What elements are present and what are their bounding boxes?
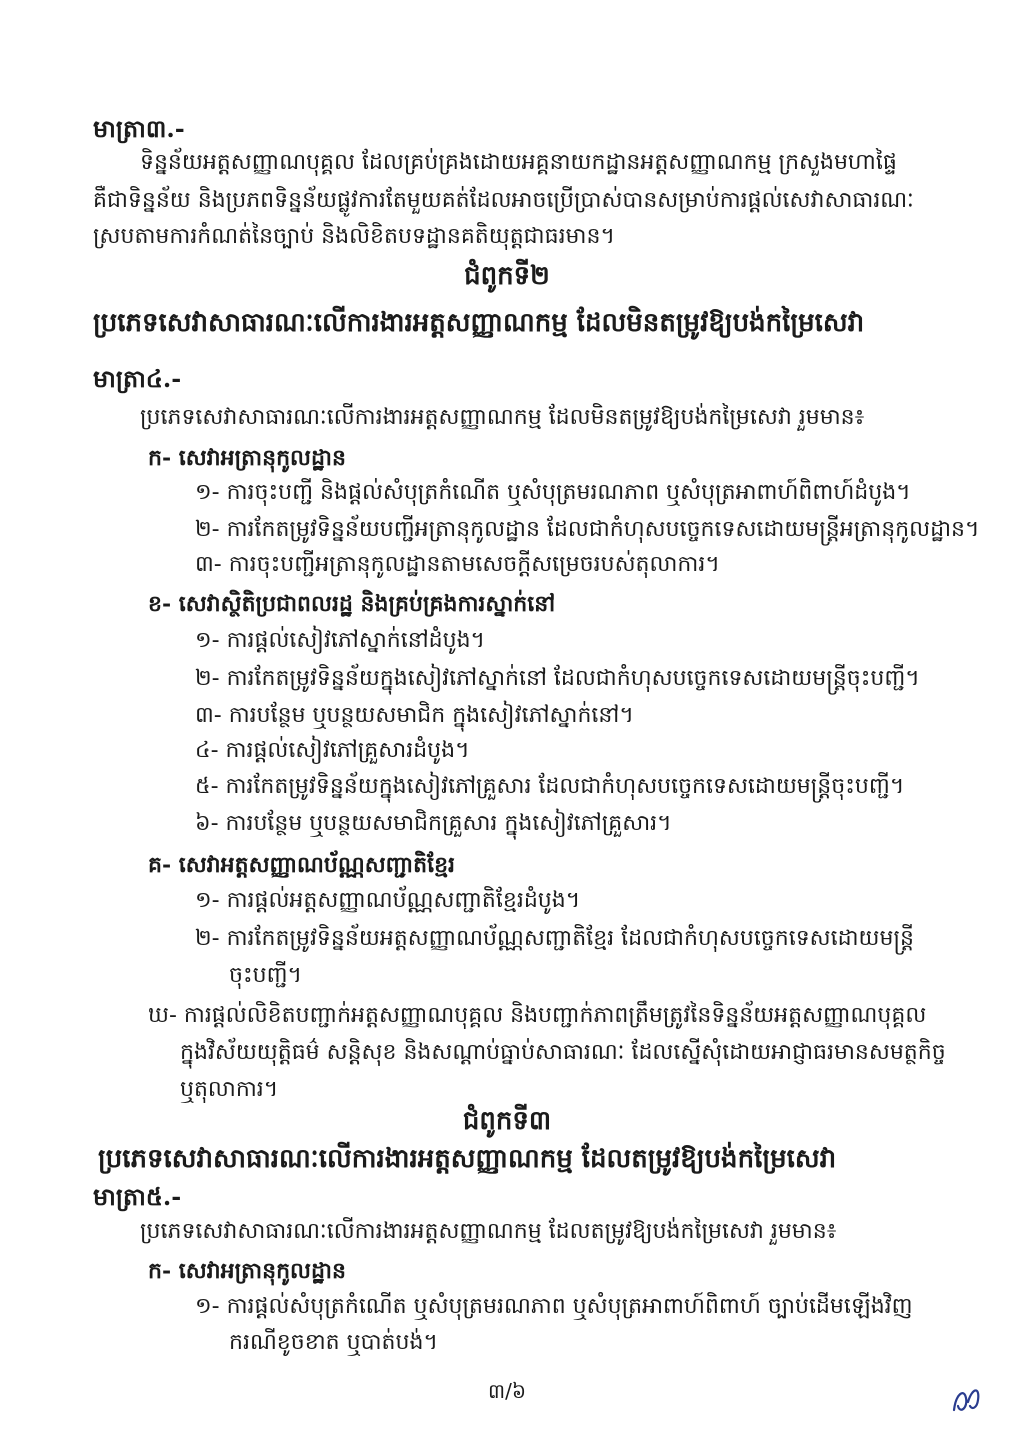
chapter-2-label: ជំពូកទី២	[464, 261, 550, 291]
article-5-section-a-title: ក- សេវាអត្រានុកូលដ្ឋាន	[148, 1258, 346, 1284]
article-3-heading: មាត្រា៣.-	[93, 114, 185, 143]
article-4-c-item-2-line-1: ២- ការកែតម្រូវទិន្នន័យអត្តសញ្ញាណប័ណ្ណសញ្ជាតិខ្មែរ ដែលជាកំហុសបច្ចេកទេសដោយមន្ត្រី	[195, 926, 914, 951]
article-4-section-a-title: ក- សេវាអត្រានុកូលដ្ឋាន	[148, 445, 346, 471]
article-4-section-d-line-3: ឬតុលាការ។	[180, 1077, 279, 1102]
article-5-intro: ប្រភេទសេវាសាធារណៈលើការងារអត្តសញ្ញាណកម្ម ដែលតម្រូវឱ្យបង់កម្រៃសេវា រួមមាន៖	[140, 1219, 837, 1244]
article-5-a-item-1-line-2: ករណីខូចខាត ឬបាត់បង់។	[229, 1330, 438, 1355]
article-4-section-c-title: គ- សេវាអត្តសញ្ញាណប័ណ្ណសញ្ជាតិខ្មែរ	[148, 852, 456, 878]
chapter-3-title: ប្រភេទសេវាសាធារណៈលើការងារអត្តសញ្ញាណកម្ម ដែលតម្រូវឱ្យបង់កម្រៃសេវា	[98, 1144, 837, 1174]
article-4-b-item-3: ៣- ការបន្ថែម ឬបន្ថយសមាជិក ក្នុងសៀវភៅស្នាក់នៅ។	[195, 703, 634, 728]
page-number: ៣/៦	[488, 1379, 526, 1403]
article-4-section-b-title: ខ- សេវាស្ថិតិប្រជាពលរដ្ឋ និងគ្រប់គ្រងការស្នាក់នៅ	[148, 591, 556, 617]
article-3-line-1: ទិន្នន័យអត្តសញ្ញាណបុគ្គល ដែលគ្រប់គ្រងដោយអគ្គនាយកដ្ឋានអត្តសញ្ញាណកម្ម ក្រសួងមហាផ្ទៃ	[140, 150, 897, 175]
article-4-section-d-line-1: ឃ- ការផ្តល់លិខិតបញ្ជាក់អត្តសញ្ញាណបុគ្គល និងបញ្ជាក់ភាពត្រឹមត្រូវនៃទិន្នន័យអត្តសញ្ញាណបុគ្គល	[148, 1003, 927, 1028]
chapter-3-label: ជំពូកទី៣	[462, 1106, 552, 1136]
article-4-b-item-6: ៦- ការបន្ថែម ឬបន្ថយសមាជិកគ្រួសារ ក្នុងសៀវភៅគ្រួសារ។	[195, 811, 672, 836]
article-4-a-item-1: ១- ការចុះបញ្ជី និងផ្តល់សំបុត្រកំណើត ឬសំបុត្រមរណភាព ឬសំបុត្រអាពាហ៍ពិពាហ៍ដំបូង។	[195, 480, 911, 505]
article-4-c-item-1: ១- ការផ្តល់អត្តសញ្ញាណប័ណ្ណសញ្ជាតិខ្មែរដំបូង។	[195, 888, 581, 913]
article-4-b-item-4: ៤- ការផ្តល់សៀវភៅគ្រួសារដំបូង។	[195, 738, 470, 763]
article-4-b-item-1: ១- ការផ្តល់សៀវភៅស្នាក់នៅដំបូង។	[195, 628, 486, 653]
article-4-section-d-line-2: ក្នុងវិស័យយុត្តិធម៌ សន្តិសុខ និងសណ្តាប់ធ្នាប់សាធារណៈ ដែលស្នើសុំដោយអាជ្ញាធរមានសមត្ថកិច្ច	[180, 1040, 946, 1065]
article-4-b-item-5: ៥- ការកែតម្រូវទិន្នន័យក្នុងសៀវភៅគ្រួសារ ដែលជាកំហុសបច្ចេកទេសដោយមន្ត្រីចុះបញ្ជី។	[195, 774, 905, 799]
article-3-line-2: គឺជាទិន្នន័យ និងប្រភពទិន្នន័យផ្លូវការតែមួយគត់ដែលអាចប្រើប្រាស់បានសម្រាប់ការផ្តល់សេវាសាធារណៈ	[93, 188, 914, 213]
article-5-a-item-1-line-1: ១- ការផ្តល់សំបុត្រកំណើត ឬសំបុត្រមរណភាព ឬសំបុត្រអាពាហ៍ពិពាហ៍ ច្បាប់ដើមឡើងវិញ	[195, 1294, 913, 1319]
article-4-heading: មាត្រា៤.-	[93, 364, 182, 393]
article-4-intro: ប្រភេទសេវាសាធារណៈលើការងារអត្តសញ្ញាណកម្ម ដែលមិនតម្រូវឱ្យបង់កម្រៃសេវា រួមមាន៖	[140, 405, 865, 430]
handwritten-initials	[946, 1380, 986, 1420]
article-3-line-3: ស្របតាមការកំណត់នៃច្បាប់ និងលិខិតបទដ្ឋានគតិយុត្តជាធរមាន។	[93, 224, 615, 249]
article-4-c-item-2-line-2: ចុះបញ្ជី។	[229, 963, 303, 988]
article-4-a-item-3: ៣- ការចុះបញ្ជីអត្រានុកូលដ្ឋានតាមសេចក្តីសម្រេចរបស់តុលាការ។	[195, 552, 720, 577]
article-4-b-item-2: ២- ការកែតម្រូវទិន្នន័យក្នុងសៀវភៅស្នាក់នៅ ដែលជាកំហុសបច្ចេកទេសដោយមន្ត្រីចុះបញ្ជី។	[195, 666, 920, 691]
chapter-2-title: ប្រភេទសេវាសាធារណៈលើការងារអត្តសញ្ញាណកម្ម ដែលមិនតម្រូវឱ្យបង់កម្រៃសេវា	[93, 308, 865, 338]
article-5-heading: មាត្រា៥.-	[93, 1182, 182, 1211]
article-4-a-item-2: ២- ការកែតម្រូវទិន្នន័យបញ្ជីអត្រានុកូលដ្ឋាន ដែលជាកំហុសបច្ចេកទេសដោយមន្ត្រីអត្រានុកូលដ្ឋាន។	[195, 517, 980, 542]
